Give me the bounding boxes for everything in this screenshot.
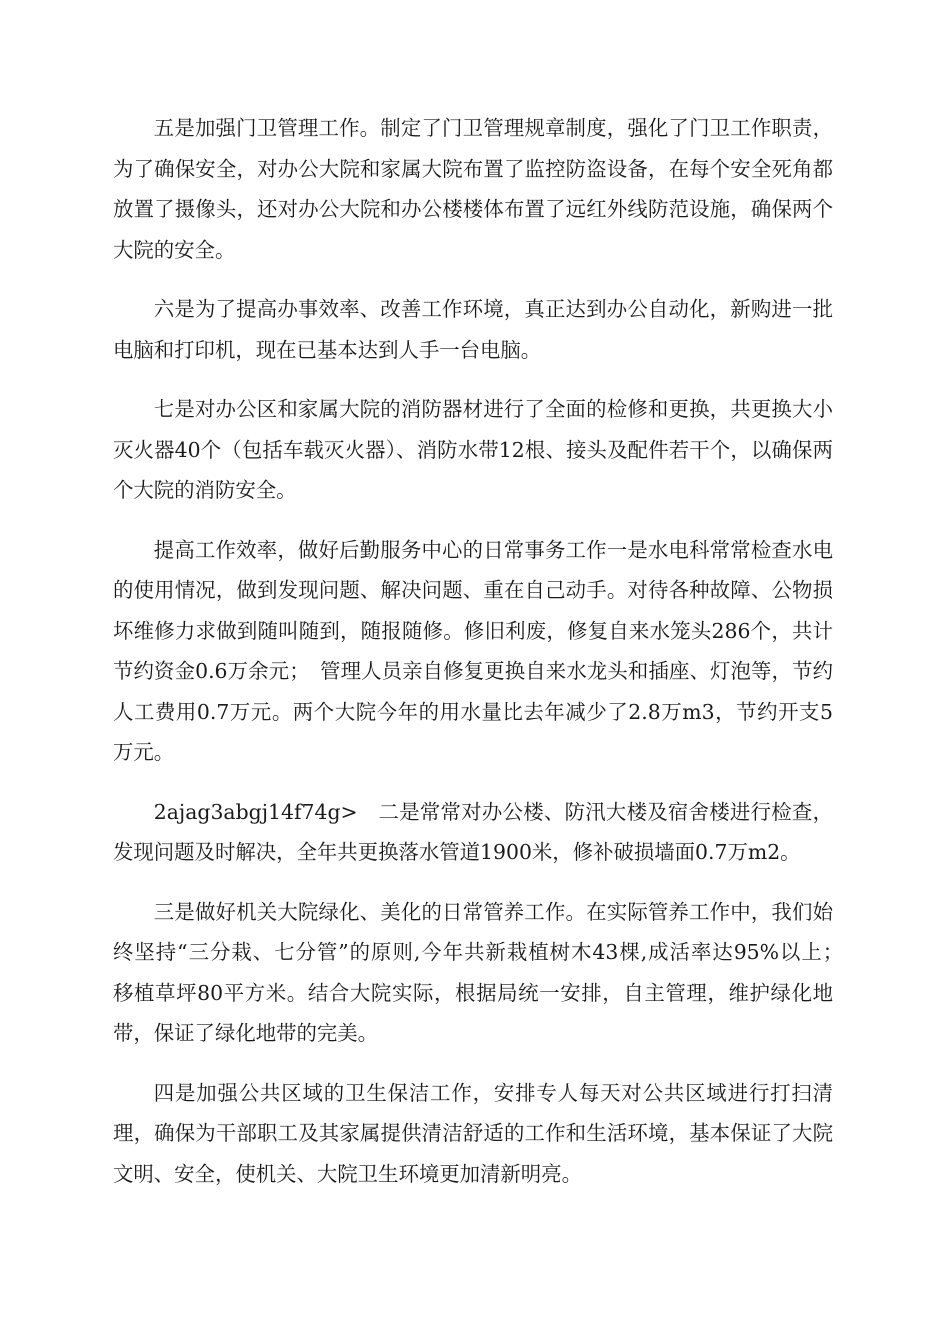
- paragraph-greening: 三是做好机关大院绿化、美化的日常管养工作。在实际管养工作中，我们始终坚持“三分栽、七分管”的原则,今年共新栽植树木43棵,成活率达95%以上； 移植草坪80平方米。结合大院实际，根据局统一安排，自主管理，维护绿化地带，保证了绿化地带的完美。: [113, 899, 854, 1045]
- paragraph-fire-equipment: 七是对办公区和家属大院的消防器材进行了全面的检修和更换，共更换大小灭火器40个（包括车载灭火器）、消防水带12根、接头及配件若干个，以确保两个大院的消防安全。: [113, 397, 833, 502]
- paragraph-building-inspection: 2ajag3abgj14f74g> 二是常常对办公楼、防汛大楼及宿舍楼进行检查，发现问题及时解决，全年共更换落水管道1900米，修补破损墙面0.7万m2。: [113, 799, 833, 864]
- paragraph-work-efficiency: 提高工作效率，做好后勤服务中心的日常事务工作一是水电科常常检查水电的使用情况，做到发现问题、解决问题、重在自己动手。对待各种故障、公物损坏维修力求做到随叫随到，随报随修。修旧利废，修复自来水笼头286个，共计节约资金0.6万余元； 管理人员亲自修复更换自来水龙头和插座、灯泡等，节约人工费用0.7万元。两个大院今年的用水量比去年减少了2.8万m3，节约开支5万元。: [113, 537, 833, 764]
- document-body: [113, 108, 854, 1213]
- paragraph-office-automation: 六是为了提高办事效率、改善工作环境，真正达到办公自动化，新购进一批电脑和打印机，现在已基本达到人手一台电脑。: [113, 297, 833, 362]
- paragraph-gatekeeping: 五是加强门卫管理工作。制定了门卫管理规章制度，强化了门卫工作职责，为了确保安全，对办公大院和家属大院布置了监控防盗设备，在每个安全死角都放置了摄像头，还对办公大院和办公楼楼体布置了远红外线防范设施，确保两个大院的安全。: [113, 116, 833, 262]
- paragraph-sanitation: 四是加强公共区域的卫生保洁工作，安排专人每天对公共区域进行打扫清理，确保为干部职工及其家属提供清洁舒适的工作和生活环境，基本保证了大院文明、安全，使机关、大院卫生环境更加清新明亮。: [113, 1080, 833, 1186]
